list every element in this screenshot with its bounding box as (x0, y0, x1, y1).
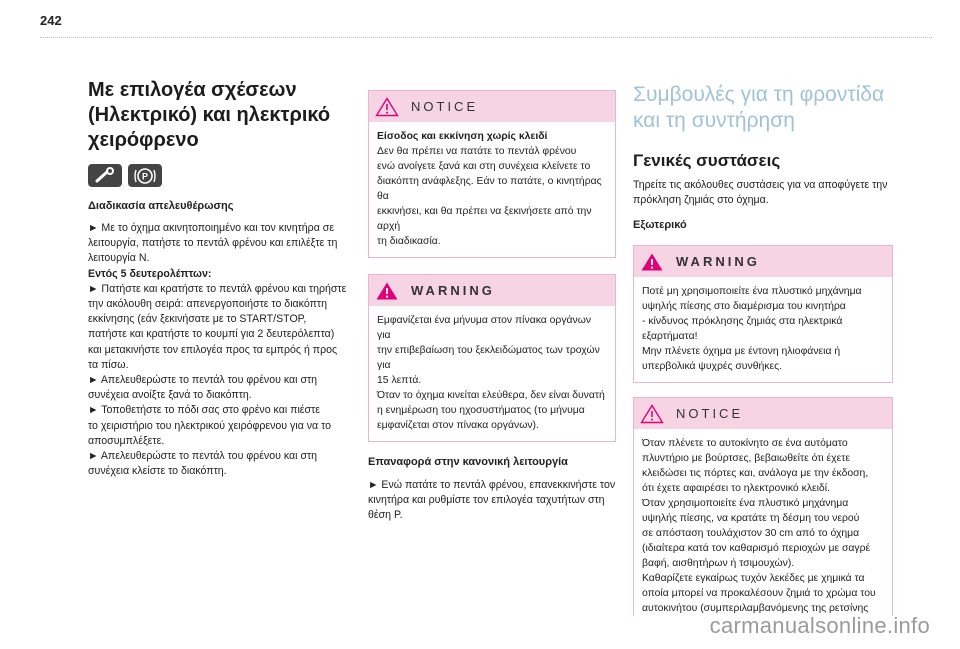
general-heading: Γενικές συστάσεις (633, 151, 781, 170)
notice-header-right (634, 398, 892, 429)
notice-box-right: NOTICE Όταν πλένετε το αυτοκίνητο σε ένα αυτόματο πλυντήριο με βούρτσες, βεβαιωθείτε ότι έχετε κλειδώσει τις πόρτες και, ανάλογα με την έκδοση, ότι έχετε αφαιρέσει το ηλεκτρονικό κλειδί. Όταν χρησιμοποιείτε ένα πλυστικό μηχάνημα υψηλής πίεσης, να κρατάτε τη δέσμη του νερού σε απόσταση τουλάχιστον 30 cm από το όχημα (ιδιαίτερα κατά τον καθαρισμό περιοχών με σαγρέ βαφή, αισθητήρων ή τσιμουχών). Καθαρίζετε εγκαίρως τυχόν λεκέδες με χημικά τα οποία μπορεί να προκαλέσουν ζημιά το χρώμα του αυτοκινήτου (συμπεριλαμβανόμενης της ρετσίνης (633, 397, 893, 616)
notice-title: NOTICE (411, 99, 479, 114)
warning-title-right: WARNING (676, 254, 760, 270)
intro-text: Τηρείτε τις ακόλουθες συστάσεις για να αποφύγετε την πρόκληση ζημιάς στο όχημα. (633, 179, 888, 207)
warning-header-right (634, 246, 892, 277)
care-title: Συμβουλές για τη φροντίδα και τη συντήρηση (633, 83, 885, 132)
release-procedure-text: ► Με το όχημα ακινητοποιημένο και τον κινητήρα σε λειτουργία, πατήστε το πεντάλ φρένου και επιλέξτε τη λειτουργία N. Εντός 5 δευτερολέπτων: ► Πατήστε και κρατήστε το πεντάλ φρένου και τηρήστε την ακόλουθη σειρά: απενεργοποιήστε το διακόπτη εκκίνησης (εάν ξεκινήσατε με το START/STOP, πατήστε και κρατήστε το κουμπί για 2 δευτερόλεπτα) και μετακινήστε τον επιλογέα προς τα εμπρός ή προς τα πίσω. ► Απελευθερώστε το πεντάλ του φρένου και στη συνέχεια ανοίξτε ξανά το διακόπτη. ► Τοποθετήστε το πόδι σας στο φρένο και πιέστε το χειριστήριο του ηλεκτρικού χειρόφρενου για να το αποσυμπλέξετε. ► Απελευθερώστε το πεντάλ του φρένου και στη συνέχεια κλείστε το διακόπτη. (88, 222, 347, 478)
left-column (88, 78, 353, 479)
page-number: 242 (40, 13, 62, 28)
notice-heading: Είσοδος και εκκίνηση χωρίς κλειδί (377, 131, 548, 142)
notice-box: NOTICE Είσοδος και εκκίνηση χωρίς κλειδί Δεν θα πρέπει να πατάτε το πεντάλ φρένου ενώ ανοίγετε ξανά και στη συνέχεια κλείνετε το διακόπτη ανάφλεξης. Εάν το πατάτε, ο κινητήρας θα εκκινήσει, και θα πρέπει να ξεκινήσετε από την αρχή τη διαδικασία. (368, 90, 616, 258)
warning-triangle-icon (375, 281, 399, 301)
warning-title: WARNING (411, 283, 495, 298)
wrench-icon (88, 164, 122, 187)
exterior-heading: Εξωτερικό (633, 219, 687, 232)
warning-box: WARNING Εμφανίζεται ένα μήνυμα στον πίνακα οργάνων για την επιβεβαίωση του ξεκλειδώματος των τροχών για 15 λεπτά. Όταν το όχημα κινείται ελεύθερα, δεν είναι δυνατή η ενημέρωση του ηχοσυστήματος (το μήνυμα εμφανίζεται στον πίνακα οργάνων). (368, 274, 616, 442)
notice-header (369, 91, 615, 122)
feature-icons (88, 164, 353, 187)
warning-box-right: WARNING Ποτέ μη χρησιμοποιείτε ένα πλυστικό μηχάνημα υψηλής πίεσης στο διαμέρισμα του κινητήρα - κίνδυνος πρόκλησης ζημιάς στα ηλεκτρικά εξαρτήματα! Μην πλένετε όχημα με έντονη ηλιοφάνεια ή υπερβολικά ψυχρές συνθήκες. (633, 245, 893, 383)
release-procedure-heading: Διαδικασία απελευθέρωσης (88, 200, 234, 212)
svg-text:P: P (141, 171, 149, 181)
notice-triangle-icon (375, 97, 399, 117)
restore-text: ► Ενώ πατάτε το πεντάλ φρένου, επανεκκινήστε τον κινητήρα και ρυθμίστε τον επιλογέα ταχυτήτων στη θέση P. (368, 479, 616, 522)
section-title: Με επιλογέα σχέσεων (Ηλεκτρικό) και ηλεκτρικό χειρόφρενο (88, 79, 331, 151)
header-divider (40, 37, 932, 38)
warning-header (369, 275, 615, 306)
restore-heading: Επαναφορά στην κανονική λειτουργία (368, 456, 568, 468)
notice-title-right: NOTICE (676, 406, 744, 422)
parking-brake-icon (128, 164, 162, 187)
watermark: carmanualsonline.info (709, 613, 930, 638)
warning-triangle-icon (640, 252, 664, 272)
notice-triangle-icon (640, 404, 664, 424)
middle-column (368, 90, 616, 524)
right-column (633, 82, 893, 616)
